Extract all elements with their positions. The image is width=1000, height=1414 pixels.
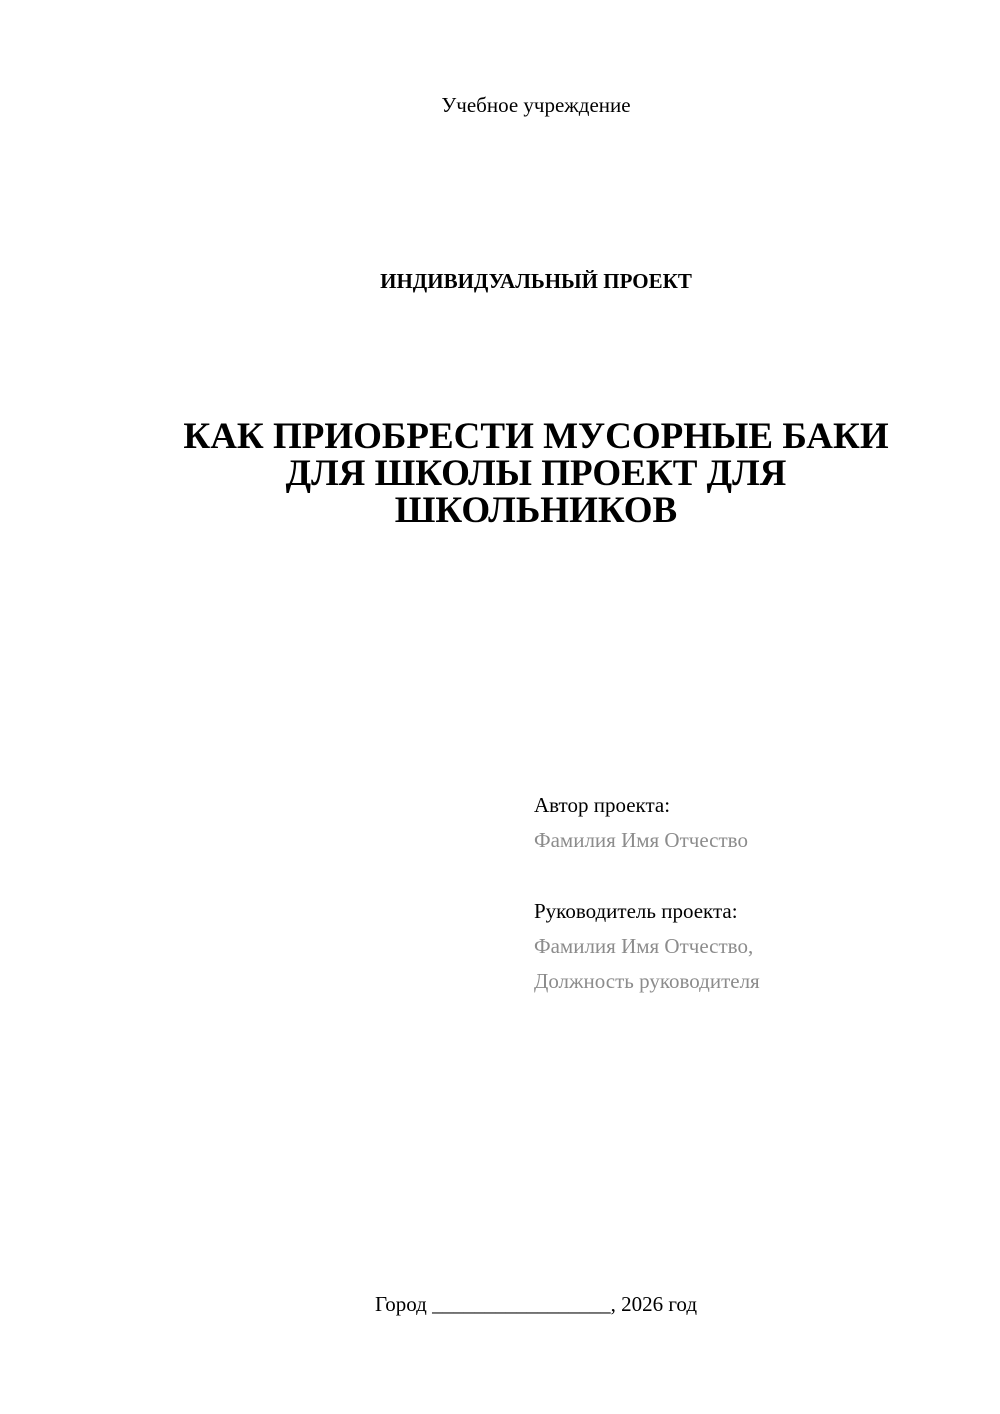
authors-block xyxy=(534,788,954,999)
project-title-line: ДЛЯ ШКОЛЫ ПРОЕКТ ДЛЯ xyxy=(285,453,787,494)
project-title-line: ШКОЛЬНИКОВ xyxy=(394,490,678,531)
author-name-placeholder: Фамилия Имя Отчество xyxy=(534,828,748,852)
authors-spacer xyxy=(534,858,954,894)
project-title xyxy=(172,418,900,529)
author-label: Автор проекта: xyxy=(534,793,671,817)
institution-name: Учебное учреждение xyxy=(441,93,631,117)
project-title-line: КАК ПРИОБРЕСТИ МУСОРНЫЕ БАКИ xyxy=(183,416,889,457)
city-year-line: Город _________________, 2026 год xyxy=(374,1292,698,1316)
supervisor-label: Руководитель проекта: xyxy=(534,899,738,923)
document-type-heading: ИНДИВИДУАЛЬНЫЙ ПРОЕКТ xyxy=(380,269,692,293)
supervisor-name-placeholder: Фамилия Имя Отчество, xyxy=(534,934,754,958)
supervisor-position-placeholder: Должность руководителя xyxy=(534,969,760,993)
